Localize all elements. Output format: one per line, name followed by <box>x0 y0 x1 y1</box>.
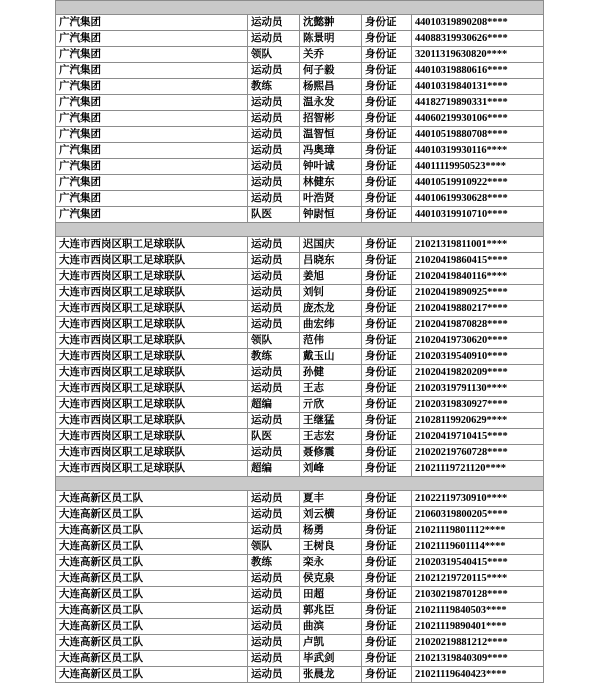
table-row[interactable] <box>56 491 544 507</box>
cell-role: 运动员 <box>248 381 300 397</box>
cell-id-type: 身份证 <box>362 429 412 445</box>
cell-id-number: 21021119890401**** <box>412 619 544 635</box>
cell-team-name: 大连高新区员工队 <box>56 667 248 683</box>
cell-role: 领队 <box>248 333 300 349</box>
table-row[interactable] <box>56 507 544 523</box>
cell-id-number: 21021119640423**** <box>412 667 544 683</box>
cell-id-number: 21020419860415**** <box>412 253 544 269</box>
cell-id-type: 身份证 <box>362 317 412 333</box>
cell-id-number: 21020319540910**** <box>412 349 544 365</box>
cell-team-name: 大连高新区员工队 <box>56 651 248 667</box>
cell-person-name: 孙健 <box>300 365 362 381</box>
cell-person-name: 杨勇 <box>300 523 362 539</box>
cell-id-number: 21020419820209**** <box>412 365 544 381</box>
cell-team-name: 广汽集团 <box>56 47 248 63</box>
table-row[interactable] <box>56 523 544 539</box>
cell-role: 运动员 <box>248 445 300 461</box>
table-row[interactable] <box>56 269 544 285</box>
cell-person-name: 张晨龙 <box>300 667 362 683</box>
cell-person-name: 钟尉恒 <box>300 207 362 223</box>
cell-person-name: 刘钊 <box>300 285 362 301</box>
cell-team-name: 大连市西岗区职工足球联队 <box>56 461 248 477</box>
cell-id-type: 身份证 <box>362 301 412 317</box>
cell-role: 运动员 <box>248 365 300 381</box>
cell-person-name: 卢凯 <box>300 635 362 651</box>
cell-id-number: 21021119801112**** <box>412 523 544 539</box>
cell-id-number: 21021119840503**** <box>412 603 544 619</box>
section-separator-row <box>56 223 544 237</box>
cell-role: 教练 <box>248 349 300 365</box>
cell-id-type: 身份证 <box>362 555 412 571</box>
table-row[interactable] <box>56 349 544 365</box>
cell-id-type: 身份证 <box>362 349 412 365</box>
section-separator-cell <box>56 223 544 237</box>
cell-team-name: 大连高新区员工队 <box>56 571 248 587</box>
cell-role: 运动员 <box>248 191 300 207</box>
cell-person-name: 吕晓东 <box>300 253 362 269</box>
table-row[interactable] <box>56 31 544 47</box>
table-row[interactable] <box>56 539 544 555</box>
cell-team-name: 大连市西岗区职工足球联队 <box>56 237 248 253</box>
table-row[interactable] <box>56 285 544 301</box>
cell-id-number: 21060319800205**** <box>412 507 544 523</box>
cell-id-number: 44060219930106**** <box>412 111 544 127</box>
section-separator-row <box>56 1 544 15</box>
cell-team-name: 大连市西岗区职工足球联队 <box>56 317 248 333</box>
cell-id-number: 44182719890331**** <box>412 95 544 111</box>
cell-id-number: 21021319840309**** <box>412 651 544 667</box>
cell-id-number: 21020419870828**** <box>412 317 544 333</box>
cell-team-name: 大连市西岗区职工足球联队 <box>56 285 248 301</box>
cell-role: 运动员 <box>248 285 300 301</box>
cell-team-name: 广汽集团 <box>56 143 248 159</box>
cell-id-type: 身份证 <box>362 15 412 31</box>
cell-id-number: 44010319840131**** <box>412 79 544 95</box>
cell-team-name: 大连市西岗区职工足球联队 <box>56 253 248 269</box>
cell-role: 领队 <box>248 539 300 555</box>
cell-id-number: 21022119730910**** <box>412 491 544 507</box>
table-row[interactable] <box>56 429 544 445</box>
cell-id-number: 21030219870128**** <box>412 587 544 603</box>
table-row[interactable] <box>56 397 544 413</box>
cell-person-name: 范伟 <box>300 333 362 349</box>
section-separator-row <box>56 477 544 491</box>
cell-team-name: 大连高新区员工队 <box>56 587 248 603</box>
cell-person-name: 叶浩贤 <box>300 191 362 207</box>
cell-team-name: 大连市西岗区职工足球联队 <box>56 381 248 397</box>
cell-role: 教练 <box>248 555 300 571</box>
table-row[interactable] <box>56 15 544 31</box>
roster-table <box>55 0 544 683</box>
cell-team-name: 广汽集团 <box>56 31 248 47</box>
cell-team-name: 广汽集团 <box>56 175 248 191</box>
cell-person-name: 陈景明 <box>300 31 362 47</box>
cell-team-name: 广汽集团 <box>56 111 248 127</box>
cell-person-name: 曲宏纬 <box>300 317 362 333</box>
cell-id-number: 21020219760728**** <box>412 445 544 461</box>
cell-role: 运动员 <box>248 269 300 285</box>
cell-person-name: 王树良 <box>300 539 362 555</box>
cell-id-type: 身份证 <box>362 619 412 635</box>
cell-person-name: 关乔 <box>300 47 362 63</box>
cell-team-name: 广汽集团 <box>56 79 248 95</box>
cell-person-name: 聂修震 <box>300 445 362 461</box>
cell-team-name: 广汽集团 <box>56 159 248 175</box>
cell-team-name: 大连市西岗区职工足球联队 <box>56 301 248 317</box>
cell-id-number: 21021119721120**** <box>412 461 544 477</box>
cell-id-type: 身份证 <box>362 491 412 507</box>
cell-person-name: 杨熙昌 <box>300 79 362 95</box>
cell-team-name: 大连高新区员工队 <box>56 619 248 635</box>
cell-role: 运动员 <box>248 651 300 667</box>
cell-id-type: 身份证 <box>362 635 412 651</box>
table-row[interactable] <box>56 667 544 683</box>
cell-role: 运动员 <box>248 15 300 31</box>
cell-id-type: 身份证 <box>362 587 412 603</box>
table-row[interactable] <box>56 253 544 269</box>
cell-person-name: 钟叶诚 <box>300 159 362 175</box>
table-row[interactable] <box>56 317 544 333</box>
cell-id-number: 44010319880616**** <box>412 63 544 79</box>
cell-id-type: 身份证 <box>362 285 412 301</box>
table-row[interactable] <box>56 635 544 651</box>
cell-role: 运动员 <box>248 143 300 159</box>
table-row[interactable] <box>56 381 544 397</box>
cell-id-type: 身份证 <box>362 253 412 269</box>
cell-person-name: 刘峰 <box>300 461 362 477</box>
cell-id-type: 身份证 <box>362 79 412 95</box>
cell-person-name: 何子毅 <box>300 63 362 79</box>
cell-team-name: 大连高新区员工队 <box>56 539 248 555</box>
cell-person-name: 毕武剑 <box>300 651 362 667</box>
table-row[interactable] <box>56 63 544 79</box>
section-separator-cell <box>56 477 544 491</box>
cell-id-type: 身份证 <box>362 175 412 191</box>
cell-person-name: 姜旭 <box>300 269 362 285</box>
cell-person-name: 林健东 <box>300 175 362 191</box>
cell-id-type: 身份证 <box>362 667 412 683</box>
cell-role: 运动员 <box>248 507 300 523</box>
cell-role: 运动员 <box>248 571 300 587</box>
table-row[interactable] <box>56 79 544 95</box>
table-row[interactable] <box>56 651 544 667</box>
cell-role: 队医 <box>248 207 300 223</box>
cell-person-name: 田超 <box>300 587 362 603</box>
cell-id-type: 身份证 <box>362 111 412 127</box>
cell-id-number: 44088319930626**** <box>412 31 544 47</box>
table-row[interactable] <box>56 333 544 349</box>
cell-person-name: 沈懿翀 <box>300 15 362 31</box>
cell-person-name: 庞杰龙 <box>300 301 362 317</box>
cell-role: 运动员 <box>248 159 300 175</box>
cell-team-name: 大连市西岗区职工足球联队 <box>56 445 248 461</box>
cell-id-type: 身份证 <box>362 381 412 397</box>
cell-id-type: 身份证 <box>362 191 412 207</box>
cell-role: 运动员 <box>248 523 300 539</box>
cell-person-name: 冯奥璋 <box>300 143 362 159</box>
cell-team-name: 广汽集团 <box>56 95 248 111</box>
cell-team-name: 大连高新区员工队 <box>56 603 248 619</box>
cell-role: 运动员 <box>248 237 300 253</box>
cell-team-name: 广汽集团 <box>56 191 248 207</box>
table-row[interactable] <box>56 619 544 635</box>
cell-id-number: 21021319811001**** <box>412 237 544 253</box>
cell-person-name: 招智彬 <box>300 111 362 127</box>
cell-id-type: 身份证 <box>362 207 412 223</box>
cell-team-name: 广汽集团 <box>56 63 248 79</box>
cell-person-name: 侯克泉 <box>300 571 362 587</box>
table-row[interactable] <box>56 365 544 381</box>
cell-team-name: 大连市西岗区职工足球联队 <box>56 333 248 349</box>
cell-person-name: 温永发 <box>300 95 362 111</box>
cell-id-type: 身份证 <box>362 413 412 429</box>
table-row[interactable] <box>56 555 544 571</box>
cell-id-number: 44010619930628**** <box>412 191 544 207</box>
cell-role: 运动员 <box>248 175 300 191</box>
table-row[interactable] <box>56 237 544 253</box>
cell-team-name: 大连市西岗区职工足球联队 <box>56 269 248 285</box>
cell-person-name: 夏丰 <box>300 491 362 507</box>
cell-role: 运动员 <box>248 31 300 47</box>
cell-team-name: 广汽集团 <box>56 207 248 223</box>
cell-id-number: 21020419880217**** <box>412 301 544 317</box>
cell-id-type: 身份证 <box>362 269 412 285</box>
table-row[interactable] <box>56 143 544 159</box>
cell-id-type: 身份证 <box>362 127 412 143</box>
cell-id-type: 身份证 <box>362 95 412 111</box>
cell-id-type: 身份证 <box>362 159 412 175</box>
table-row[interactable] <box>56 445 544 461</box>
cell-id-number: 21021119601114**** <box>412 539 544 555</box>
cell-id-number: 21020419890925**** <box>412 285 544 301</box>
cell-role: 运动员 <box>248 63 300 79</box>
cell-id-type: 身份证 <box>362 397 412 413</box>
cell-id-type: 身份证 <box>362 507 412 523</box>
table-row[interactable] <box>56 413 544 429</box>
cell-role: 运动员 <box>248 127 300 143</box>
table-row[interactable] <box>56 587 544 603</box>
roster-table-body <box>56 1 544 683</box>
cell-person-name: 亓欣 <box>300 397 362 413</box>
cell-person-name: 王继猛 <box>300 413 362 429</box>
cell-person-name: 刘云横 <box>300 507 362 523</box>
cell-id-number: 21028119920629**** <box>412 413 544 429</box>
cell-team-name: 大连市西岗区职工足球联队 <box>56 429 248 445</box>
cell-id-number: 32011319630820**** <box>412 47 544 63</box>
cell-role: 队医 <box>248 429 300 445</box>
table-row[interactable] <box>56 127 544 143</box>
cell-team-name: 大连市西岗区职工足球联队 <box>56 413 248 429</box>
cell-id-type: 身份证 <box>362 461 412 477</box>
cell-role: 运动员 <box>248 491 300 507</box>
cell-id-type: 身份证 <box>362 63 412 79</box>
cell-team-name: 大连高新区员工队 <box>56 507 248 523</box>
cell-id-type: 身份证 <box>362 47 412 63</box>
cell-id-type: 身份证 <box>362 445 412 461</box>
cell-id-type: 身份证 <box>362 31 412 47</box>
cell-team-name: 大连高新区员工队 <box>56 555 248 571</box>
cell-team-name: 广汽集团 <box>56 127 248 143</box>
cell-id-type: 身份证 <box>362 651 412 667</box>
cell-person-name: 王志宏 <box>300 429 362 445</box>
table-row[interactable] <box>56 571 544 587</box>
cell-role: 运动员 <box>248 635 300 651</box>
cell-id-type: 身份证 <box>362 365 412 381</box>
cell-id-type: 身份证 <box>362 539 412 555</box>
table-row[interactable] <box>56 95 544 111</box>
cell-person-name: 温智恒 <box>300 127 362 143</box>
table-row[interactable] <box>56 191 544 207</box>
cell-role: 教练 <box>248 79 300 95</box>
cell-person-name: 栾永 <box>300 555 362 571</box>
table-row[interactable] <box>56 207 544 223</box>
table-row[interactable] <box>56 111 544 127</box>
cell-id-number: 21020419730620**** <box>412 333 544 349</box>
cell-team-name: 大连市西岗区职工足球联队 <box>56 365 248 381</box>
cell-role: 运动员 <box>248 301 300 317</box>
cell-person-name: 曲滨 <box>300 619 362 635</box>
cell-person-name: 迟国庆 <box>300 237 362 253</box>
cell-team-name: 广汽集团 <box>56 15 248 31</box>
cell-id-type: 身份证 <box>362 571 412 587</box>
cell-team-name: 大连高新区员工队 <box>56 523 248 539</box>
cell-id-number: 21020319830927**** <box>412 397 544 413</box>
cell-id-number: 44010319890208**** <box>412 15 544 31</box>
cell-id-type: 身份证 <box>362 603 412 619</box>
cell-person-name: 王志 <box>300 381 362 397</box>
table-row[interactable] <box>56 175 544 191</box>
table-row[interactable] <box>56 47 544 63</box>
cell-id-type: 身份证 <box>362 143 412 159</box>
cell-id-number: 44010519910922**** <box>412 175 544 191</box>
cell-role: 运动员 <box>248 413 300 429</box>
cell-team-name: 大连市西岗区职工足球联队 <box>56 397 248 413</box>
cell-id-number: 21020419710415**** <box>412 429 544 445</box>
cell-id-number: 21020319540415**** <box>412 555 544 571</box>
cell-role: 运动员 <box>248 667 300 683</box>
cell-team-name: 大连市西岗区职工足球联队 <box>56 349 248 365</box>
cell-role: 领队 <box>248 47 300 63</box>
cell-team-name: 大连高新区员工队 <box>56 635 248 651</box>
cell-id-number: 21020319791130**** <box>412 381 544 397</box>
cell-id-number: 44010319930116**** <box>412 143 544 159</box>
cell-person-name: 郭兆臣 <box>300 603 362 619</box>
table-row[interactable] <box>56 301 544 317</box>
cell-role: 运动员 <box>248 111 300 127</box>
cell-role: 运动员 <box>248 603 300 619</box>
cell-id-type: 身份证 <box>362 523 412 539</box>
cell-id-number: 44010519880708**** <box>412 127 544 143</box>
table-row[interactable] <box>56 461 544 477</box>
cell-person-name: 戴玉山 <box>300 349 362 365</box>
roster-table-container <box>55 0 543 683</box>
cell-id-type: 身份证 <box>362 333 412 349</box>
cell-id-number: 44010319910710**** <box>412 207 544 223</box>
cell-role: 运动员 <box>248 317 300 333</box>
cell-id-number: 21020419840116**** <box>412 269 544 285</box>
section-separator-cell <box>56 1 544 15</box>
cell-role: 运动员 <box>248 619 300 635</box>
table-row[interactable] <box>56 159 544 175</box>
cell-team-name: 大连高新区员工队 <box>56 491 248 507</box>
cell-id-number: 21021219720115**** <box>412 571 544 587</box>
cell-id-type: 身份证 <box>362 237 412 253</box>
cell-role: 运动员 <box>248 253 300 269</box>
cell-role: 超编 <box>248 461 300 477</box>
cell-id-number: 21020219881212**** <box>412 635 544 651</box>
cell-role: 运动员 <box>248 95 300 111</box>
cell-role: 运动员 <box>248 587 300 603</box>
cell-role: 超编 <box>248 397 300 413</box>
cell-id-number: 44011119950523**** <box>412 159 544 175</box>
table-row[interactable] <box>56 603 544 619</box>
